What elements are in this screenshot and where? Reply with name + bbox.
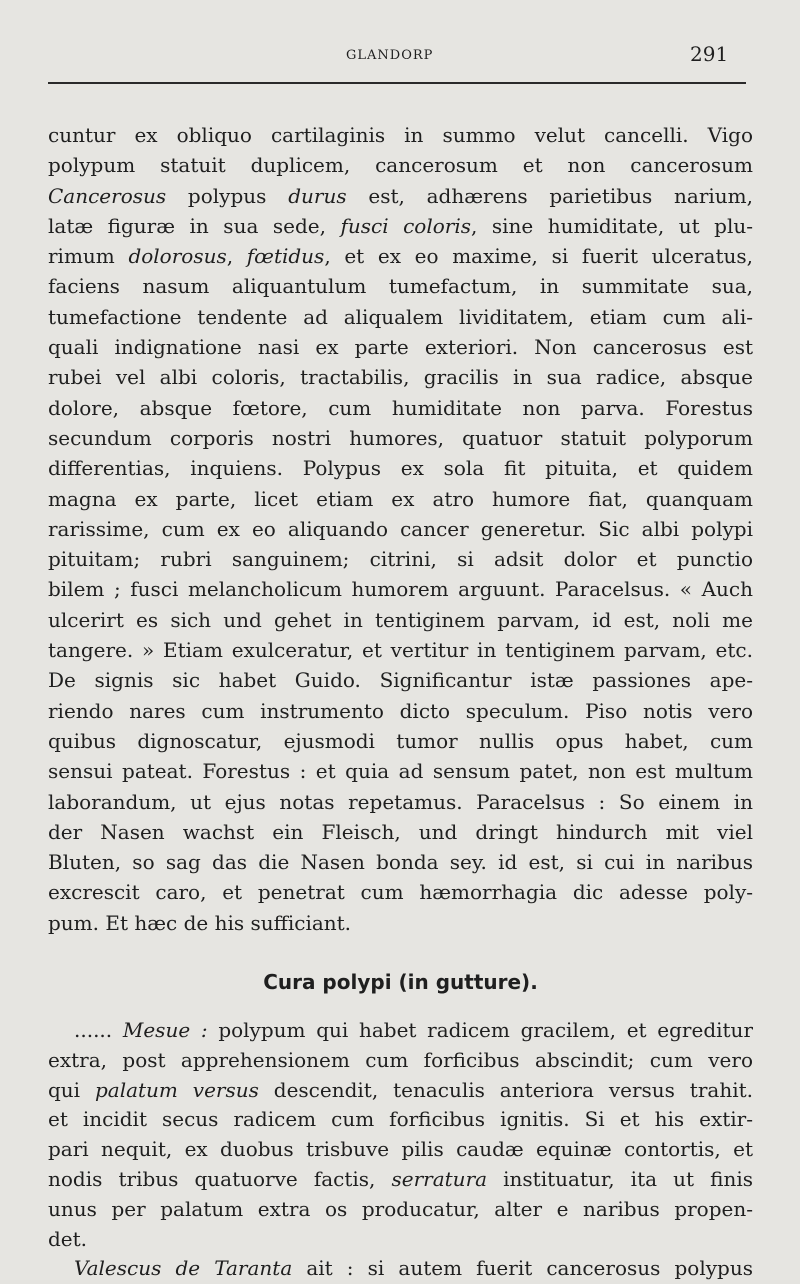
text-run: tangere. » Etiam exulceratur, et vertitur in tentiginem parvam, etc. [48, 638, 753, 663]
text-run: est, adhærens parietibus narium, [346, 183, 753, 208]
italic-run: Valescus de Taranta [74, 1256, 293, 1281]
section-heading: Cura polypi (in gutture). [263, 970, 538, 995]
text-line [48, 1046, 753, 1076]
text-line [48, 1135, 753, 1165]
text-line [48, 696, 753, 726]
text-line [48, 1225, 753, 1255]
text-run: magna ex parte, licet etiam ex atro humore fiat, quanquam [48, 486, 753, 511]
text-run: dolore, absque fœtore, cum humiditate non parva. Forestus [48, 395, 753, 420]
text-run: det. [48, 1226, 88, 1251]
italic-run: durus [288, 183, 347, 208]
text-line [48, 726, 753, 756]
text-line [48, 877, 753, 907]
text-run: , sine humiditate, ut plu- [471, 213, 753, 238]
text-run: quali indignatione nasi ex parte exteriori. Non cancerosus est [48, 335, 753, 360]
text-line [48, 847, 753, 877]
text-run: differentias, inquiens. Polypus ex sola fit pituita, et quidem [48, 456, 753, 481]
text-line [48, 787, 753, 817]
text-line [48, 1105, 753, 1135]
text-run: rubei vel albi coloris, tractabilis, gracilis in sua radice, absque [48, 365, 753, 390]
text-run: , [226, 244, 247, 269]
text-run: rarissime, cum ex eo aliquando cancer generetur. Sic albi polypi [48, 516, 753, 541]
text-run: latæ figuræ in sua sede, [48, 213, 341, 238]
text-run: cuntur ex obliquo cartilaginis in summo velut cancelli. Vigo [48, 123, 753, 147]
text-line [48, 1076, 753, 1106]
text-line [48, 1195, 753, 1225]
text-line [48, 211, 753, 241]
text-run: ...... [74, 1018, 123, 1043]
text-run: bilem ; fusci melancholicum humorem arguunt. Paracelsus. « Auch [48, 577, 753, 602]
text-run: ait : si autem fuerit cancerosus polypus [292, 1256, 753, 1281]
text-run: unus per palatum extra os producatur, alter e naribus propen- [48, 1196, 753, 1221]
text-line [48, 605, 753, 635]
body-text [48, 120, 753, 1284]
text-run: rimum [48, 244, 129, 269]
text-line [48, 756, 753, 786]
text-run: riendo nares cum instrumento dicto speculum. Piso notis vero [48, 698, 753, 723]
text-run: qui [48, 1077, 95, 1102]
text-run: pari nequit, ex duobus trisbuve pilis caudæ equinæ contortis, et [48, 1137, 753, 1162]
text-run: ulcerirt es sich und gehet in tentiginem parvam, id est, noli me [48, 607, 753, 632]
text-line [48, 150, 753, 180]
text-run: polypum qui habet radicem gracilem, et egreditur [207, 1018, 753, 1043]
text-run: der Nasen wachst ein Fleisch, und dringt hindurch mit viel [48, 819, 753, 844]
italic-run: dolorosus [128, 244, 227, 269]
text-run: descendit, tenaculis anteriora versus trahit. [258, 1077, 753, 1102]
text-line [48, 484, 753, 514]
text-line [48, 665, 753, 695]
running-head [0, 40, 800, 70]
text-line [48, 362, 753, 392]
text-line [48, 544, 753, 574]
text-line [48, 271, 753, 301]
text-line [48, 1165, 753, 1195]
text-line [48, 908, 753, 938]
italic-run: Mesue : [122, 1018, 208, 1043]
page-number: 291 [690, 42, 729, 66]
italic-run: serratura [391, 1167, 488, 1191]
text-line [48, 453, 753, 483]
paragraph-2 [48, 1016, 753, 1254]
text-run: sensui pateat. Forestus : et quia ad sensum patet, non est multum [48, 759, 753, 784]
text-run: polypum statuit duplicem, cancerosum et non cancerosum [48, 153, 753, 178]
text-line [48, 120, 753, 150]
text-run: Bluten, so sag das die Nasen bonda sey. id est, si cui in naribus [48, 850, 753, 875]
text-run: quibus dignoscatur, ejusmodi tumor nullis opus habet, cum [48, 728, 753, 753]
text-run: laborandum, ut ejus notas repetamus. Paracelsus : So einem in [48, 789, 753, 814]
paragraph-1 [48, 120, 753, 938]
text-run: instituatur, ita ut finis [487, 1167, 753, 1191]
text-run: pituitam; rubri sanguinem; citrini, si adsit dolor et punctio [48, 547, 753, 572]
running-title: GLANDORP [346, 48, 434, 63]
text-line [48, 423, 753, 453]
text-line [48, 393, 753, 423]
italic-run: palatum versus [94, 1077, 259, 1102]
text-run: et incidit secus radicem cum forficibus ignitis. Si et his extir- [48, 1107, 753, 1132]
text-run: extra, post apprehensionem cum forficibus abscindit; cum vero [48, 1047, 753, 1072]
text-line [48, 514, 753, 544]
text-run: De signis sic habet Guido. Significantur istæ passiones ape- [48, 668, 753, 693]
text-run: excrescit caro, et penetrat cum hæmorrhagia dic adesse poly- [48, 880, 753, 905]
text-line [48, 181, 753, 211]
text-run: nodis tribus quatuorve factis, [48, 1167, 392, 1191]
text-line [48, 817, 753, 847]
text-line [48, 332, 753, 362]
italic-run: fusci coloris [340, 213, 472, 238]
text-run: faciens nasum aliquantulum tumefactum, in summitate sua, [48, 274, 753, 299]
text-line [48, 635, 753, 665]
header-rule [48, 82, 746, 84]
text-run: secundum corporis nostri humores, quatuor statuit polyporum [48, 425, 753, 450]
text-line [48, 302, 753, 332]
text-run: tumefactione tendente ad aliqualem lividitatem, etiam cum ali- [48, 304, 753, 329]
text-line [48, 241, 753, 271]
italic-run: fœtidus [246, 244, 325, 269]
text-run: , et ex eo maxime, si fuerit ulceratus, [324, 244, 753, 269]
italic-run: Cancerosus [48, 183, 167, 208]
text-run: polypus [166, 183, 289, 208]
text-run: pum. Et hæc de his sufficiant. [48, 910, 352, 935]
text-line [48, 1016, 753, 1046]
text-line [48, 574, 753, 604]
